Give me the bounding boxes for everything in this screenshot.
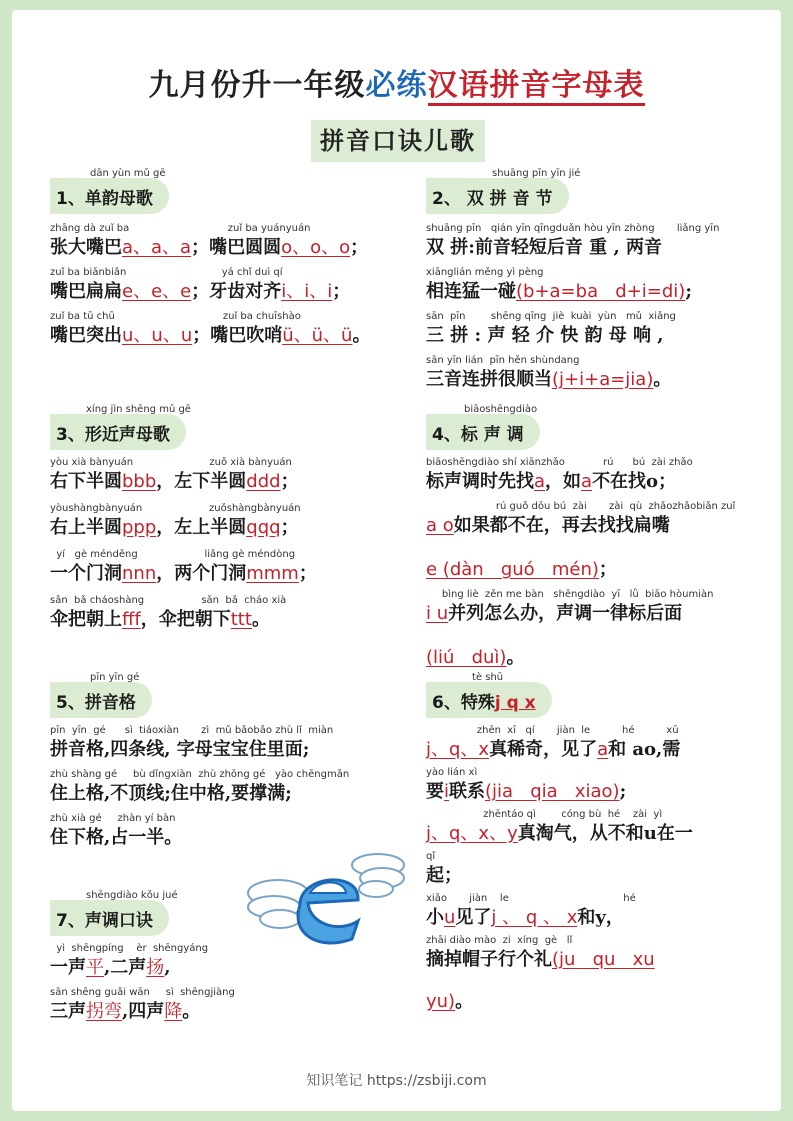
verse-highlight: ttt [230,609,252,630]
verse-pinyin: yí gè ménděng liǎng gè méndòng [50,549,296,560]
section-heading-pill [50,168,169,214]
verse-pinyin: zhāng dà zuǐ ba zuǐ ba yuányuán [50,223,311,234]
verse-segment: ,二声 [104,957,147,978]
verse-segment: 如果都不在，再去找找扁嘴 [453,515,670,536]
verse-highlight: (ju qu xu [552,949,655,970]
verse-line [426,310,756,348]
verse-segment: 起； [426,865,462,886]
verse-segment: ，伞把朝下 [140,609,231,630]
verse-line [50,548,420,586]
verse-segment: 相连猛一碰 [426,281,516,302]
heading-pinyin: shuāng pīn yīn jié [492,168,581,179]
verse-pinyin [426,976,756,990]
verse-segment: 真淘气，从不和u在一 [517,823,693,844]
verse-highlight: yu) [426,991,456,1012]
section-similar-initials [50,404,420,632]
verse-text [50,470,420,494]
verse-text [50,782,420,806]
section-tone-marks [426,404,756,670]
verse-highlight: j 、 q 、 x [491,907,578,928]
verse-text [50,516,420,540]
verse-segment: 并列怎么办，声调一律标后面 [448,603,683,624]
section-heading-pill [426,168,581,214]
heading-pinyin: xíng jìn shēng mǔ gē [86,404,191,415]
verse-text [50,1000,350,1024]
verse-line [426,724,756,762]
verse-segment: ，两个门洞 [156,563,247,584]
heading-pinyin: pīn yīn gé [90,672,140,683]
verse-pinyin: yì shēngpíng èr shēngyáng [50,943,209,954]
verse-segment: 右上半圆 [50,517,122,538]
heading-pinyin: shēngdiào kǒu jué [86,890,178,901]
verse-pinyin: zhù shàng gé bù dǐngxiàn zhù zhōng gé yào chēngmǎn [50,769,350,780]
winged-letter-e-icon [240,845,410,955]
verse-line [426,266,756,304]
verse-highlight: j、q、x、y [426,823,518,844]
verse-highlight: 降 [164,1001,183,1022]
section-lines [426,456,756,670]
verse-text [50,562,420,586]
verse-line [50,266,420,304]
heading-pinyin: biāoshēngdiào [464,404,538,415]
verse-pinyin: sān yīn lián pīn hěn shùndang [426,355,580,366]
verse-highlight: (b+a=ba d+i=di) [516,281,686,302]
verse-highlight: u [444,907,456,928]
verse-pinyin [426,632,756,646]
verse-segment: 和 ao,需 [608,739,681,760]
verse-highlight: j、q、x [426,739,490,760]
verse-segment: 双 拼:前音轻短后音 重 , 两音 [426,237,662,258]
verse-segment: 联系 [449,781,486,802]
section-double-syllables [426,168,756,392]
subtitle: 拼音口诀儿歌 [311,120,485,162]
verse-text [426,906,756,930]
verse-segment: 三声 [50,1001,86,1022]
verse-segment: 一个门洞 [50,563,122,584]
verse-pinyin: zhāi diào mào zi xíng gè lǐ [426,935,573,946]
verse-highlight: a [534,471,546,492]
heading-pinyin: dān yùn mǔ gē [90,168,166,179]
verse-segment: ，如 [545,471,582,492]
heading-text: 1、单韵母歌 [56,189,153,209]
title-part1: 九月份升一年级 [148,68,366,103]
verse-highlight: a o [426,515,454,536]
title-part3: 汉语拼音字母表 [428,68,645,106]
verse-segment: 不在找o； [592,471,677,492]
verse-segment: 见了 [455,907,492,928]
verse-text [50,608,420,632]
verse-highlight: qqq [246,517,281,538]
verse-segment: ； [350,237,369,258]
verse-highlight: 平 [86,957,104,978]
section-pinyin-grid [50,672,420,850]
verse-text [426,780,756,804]
verse-segment: 。 [653,369,672,390]
verse-segment: 和y， [577,907,624,928]
verse-highlight: i [444,781,450,802]
section-lines [426,222,756,392]
verse-pinyin: shuāng pīn qián yīn qīngduǎn hòu yīn zhòng liǎng yīn [426,223,720,234]
verse-line [426,850,756,888]
section-single-vowels [50,168,420,348]
verse-text [426,368,756,392]
verse-segment: 。 [455,991,474,1012]
heading-highlight: j q x [494,693,536,713]
verse-line [50,594,420,632]
verse-segment: 嘴巴突出 [50,325,122,346]
verse-segment: 要 [426,781,444,802]
verse-highlight: e (dàn guó mén) [426,559,599,580]
verse-line [426,544,756,582]
verse-text [50,280,420,304]
verse-segment: 伞把朝上 [50,609,122,630]
verse-segment: 住上格,不顶线;住中格,要撑满; [50,783,292,804]
verse-segment: 。 [506,647,525,668]
section-lines [50,222,420,348]
verse-highlight: u、u、u [122,325,193,346]
heading-text: 7、声调口诀 [56,911,153,931]
verse-segment: 真稀奇，见了 [489,739,598,760]
verse-text [50,324,420,348]
verse-segment: 小 [426,907,444,928]
verse-highlight: ppp [122,517,157,538]
verse-highlight: a [581,471,593,492]
verse-pinyin: sān shēng guǎi wān sì shēngjiàng [50,987,235,998]
verse-highlight: 拐弯 [86,1001,122,1022]
verse-highlight: (jia qia xiao) [485,781,620,802]
section-heading-pill [50,890,178,936]
verse-line [50,502,420,540]
verse-segment: ； [280,517,299,538]
verse-line [426,976,756,1014]
verse-text [426,470,756,494]
verse-segment: ；嘴巴吹哨 [192,325,283,346]
verse-segment: ； [598,559,617,580]
heading-text: 4、标 声 调 [432,425,524,445]
verse-pinyin: xiǎo jiàn le hé [426,893,636,904]
verse-segment: ，左上半圆 [156,517,247,538]
verse-text [426,990,756,1014]
verse-segment: ; [685,281,692,302]
verse-segment: 标声调时先找 [426,471,534,492]
section-lines [50,456,420,632]
verse-line [50,986,350,1024]
verse-segment: ，左下半圆 [156,471,247,492]
verse-text [426,280,756,304]
verse-segment: 嘴巴扁扁 [50,281,122,302]
verse-pinyin: zuǐ ba biǎnbiǎn yá chǐ duì qí [50,267,283,278]
verse-segment: 三 拼 : 声 轻 介 快 韵 母 响 , [426,325,664,346]
verse-line [50,724,420,762]
verse-pinyin: pīn yīn gé sì tiáoxiàn zì mǔ bǎobǎo zhù lǐ miàn [50,725,334,736]
verse-line [426,500,756,538]
verse-highlight: bbb [122,471,157,492]
verse-segment: ；嘴巴圆圆 [191,237,282,258]
verse-segment: 住下格,占一半。 [50,827,183,848]
verse-segment: ; [619,781,627,802]
verse-segment: ； [280,471,299,492]
verse-pinyin: bìng liè zěn me bàn shēngdiào yī lǜ biāo hòumiàn [426,589,714,600]
verse-text [426,864,756,888]
section-special-jqx [426,672,756,1014]
section-lines [50,724,420,850]
verse-pinyin: yòushàngbànyuán zuǒshàngbànyuán [50,503,301,514]
verse-segment: 。 [182,1001,201,1022]
verse-text [50,738,420,762]
heading-text: 5、拼音格 [56,693,136,713]
verse-highlight: mmm [246,563,299,584]
section-heading-pill [50,672,152,718]
verse-highlight: fff [122,609,141,630]
verse-highlight: ü、ü、ü [282,325,353,346]
verse-line [50,768,420,806]
verse-highlight: (j+i+a=jia) [552,369,654,390]
verse-highlight: (liú duì) [426,647,507,668]
title-part2: 必练 [365,68,428,103]
verse-segment: ； [298,563,317,584]
verse-highlight: a、a、a [122,237,192,258]
verse-line [426,808,756,846]
verse-text [426,738,756,762]
verse-highlight: i u [426,603,449,624]
verse-segment: 右下半圆 [50,471,122,492]
verse-segment: 。 [352,325,371,346]
verse-line [50,310,420,348]
verse-line [426,222,756,260]
verse-text [426,558,756,582]
section-heading-pill [426,672,552,718]
heading-text: 6、特殊 [432,693,495,713]
verse-line [426,354,756,392]
verse-pinyin: biāoshēngdiào shí xiānzhǎo rú bú zài zhǎo [426,457,693,468]
verse-pinyin: yào lián xì [426,767,478,778]
verse-highlight: nnn [122,563,157,584]
verse-pinyin: sǎn bǎ cháoshàng sǎn bǎ cháo xià [50,595,287,606]
verse-segment: ；牙齿对齐 [191,281,282,302]
verse-line [426,892,756,930]
verse-pinyin: zhēn xī qí jiàn le hé xū [426,725,679,736]
verse-segment: , [164,957,171,978]
verse-highlight: 扬 [146,957,165,978]
verse-text [426,236,756,260]
verse-pinyin: zuǐ ba tū chū zuǐ ba chuīshào [50,311,301,322]
heading-pinyin: tè shū [472,672,504,683]
verse-text [426,324,756,348]
verse-pinyin: zhù xià gé zhàn yí bàn [50,813,176,824]
verse-segment: ； [332,281,351,302]
verse-line [426,934,756,972]
verse-text [426,948,756,972]
verse-segment: 张大嘴巴 [50,237,122,258]
verse-text [426,822,756,846]
heading-text: 2、 双 拼 音 节 [432,189,553,209]
verse-highlight: o、o、o [281,237,351,258]
verse-line [50,222,420,260]
verse-pinyin [426,544,756,558]
right-wing-icon [352,854,404,897]
section-heading-pill [426,404,540,450]
verse-text [426,646,756,670]
footer-source: 知识笔记 https://zsbiji.com [306,1073,487,1089]
verse-segment: 摘掉帽子行个礼 [426,949,552,970]
verse-pinyin: rú guǒ dōu bú zài zài qù zhǎozhǎobiǎn zuǐ [426,501,736,512]
verse-text [426,602,756,626]
verse-highlight: a [597,739,609,760]
section-heading-pill [50,404,191,450]
verse-segment: 三音连拼很顺当 [426,369,552,390]
verse-line [426,588,756,626]
verse-segment: 一声 [50,957,86,978]
verse-pinyin: xiānglián měng yì pèng [426,267,544,278]
verse-line [50,456,420,494]
heading-text: 3、形近声母歌 [56,425,170,445]
verse-highlight: e、e、e [122,281,192,302]
verse-pinyin: yòu xià bànyuán zuǒ xià bànyuán [50,457,292,468]
verse-text [426,514,756,538]
verse-pinyin: zhēntáo qì cóng bù hé zài yì [426,809,663,820]
verse-line [426,766,756,804]
verse-line [426,456,756,494]
verse-text [50,956,350,980]
section-lines [426,724,756,1014]
verse-highlight: i、i、i [281,281,333,302]
verse-highlight: ddd [246,471,281,492]
verse-text [50,236,420,260]
verse-segment: 。 [251,609,270,630]
verse-segment: ,四声 [122,1001,165,1022]
verse-pinyin: sān pīn shēng qīng jiè kuài yùn mǔ xiǎng [426,311,676,322]
verse-segment: 拼音格,四条线, 字母宝宝住里面; [50,739,310,760]
verse-line [426,632,756,670]
page-title [0,60,793,104]
verse-pinyin: qǐ [426,851,436,862]
